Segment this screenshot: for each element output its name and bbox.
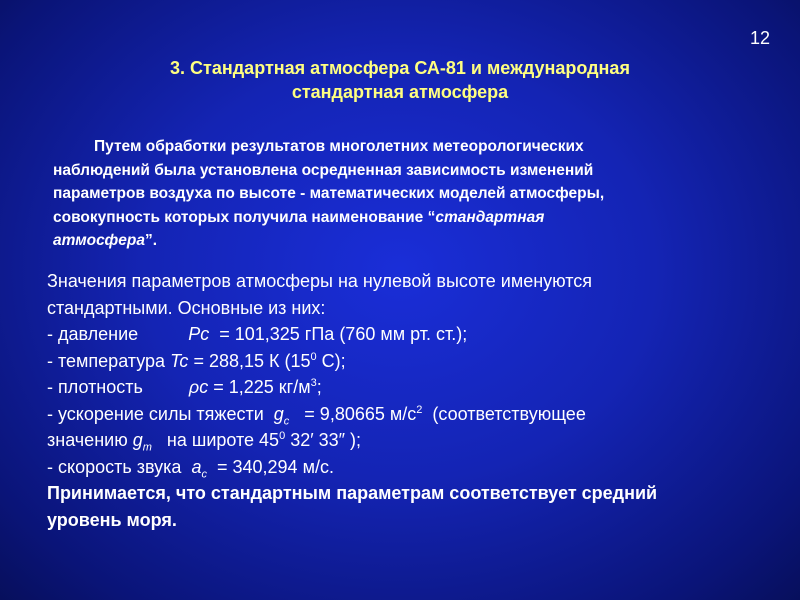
param-temperature: - температура Tc = 288,15 К ($15^0$ С);: [47, 350, 346, 371]
param-pressure: - давление Pc = 101,325 гПа (760 мм рт. ст.);: [47, 324, 468, 344]
slide-number: 12: [749, 28, 770, 48]
title-line-2: стандартная атмосфера: [291, 82, 509, 102]
intro-line-1: Путем обработки результатов многолетних метеорологических: [94, 138, 584, 155]
parameters-block: [47, 268, 787, 533]
intro-paragraph: [53, 135, 753, 253]
param-density: - плотность ρc = 1,225 $кг/м^3$;: [47, 377, 322, 397]
conclusion-line-2: уровень моря.: [47, 509, 177, 530]
param-gravity: - ускорение силы тяжести $g_c$ = 9,80665 $м/с^2$ (соответствующее: [47, 403, 586, 428]
intro-line-4: совокупность которых получила наименование “стандартная: [53, 208, 545, 226]
params-intro-line-2: стандартными. Основные из них:: [47, 297, 326, 318]
intro-line-2: наблюдений была установлена осредненная зависимость изменений: [53, 161, 594, 179]
param-sound-speed: - скорость звука $a_c = 340,294$ м/с.: [47, 456, 334, 481]
term-atmosphere: атмосфера: [53, 232, 145, 249]
params-intro-line-1: Значения параметров атмосферы на нулевой высоте именуются: [47, 271, 593, 291]
param-gravity-continued: значению $g_m$ на широте $45^0$ 32′ 33″ );: [47, 430, 361, 454]
slide-title: [0, 56, 800, 104]
conclusion-line-1: Принимается, что стандартным параметрам соответствует средний: [47, 483, 658, 503]
intro-line-3: параметров воздуха по высоте - математических моделей атмосферы,: [53, 185, 605, 202]
term-standard: стандартная: [435, 208, 545, 226]
intro-line-5: атмосфера”.: [53, 232, 158, 249]
title-line-1: 3. Стандартная атмосфера СА-81 и международная: [170, 58, 630, 78]
